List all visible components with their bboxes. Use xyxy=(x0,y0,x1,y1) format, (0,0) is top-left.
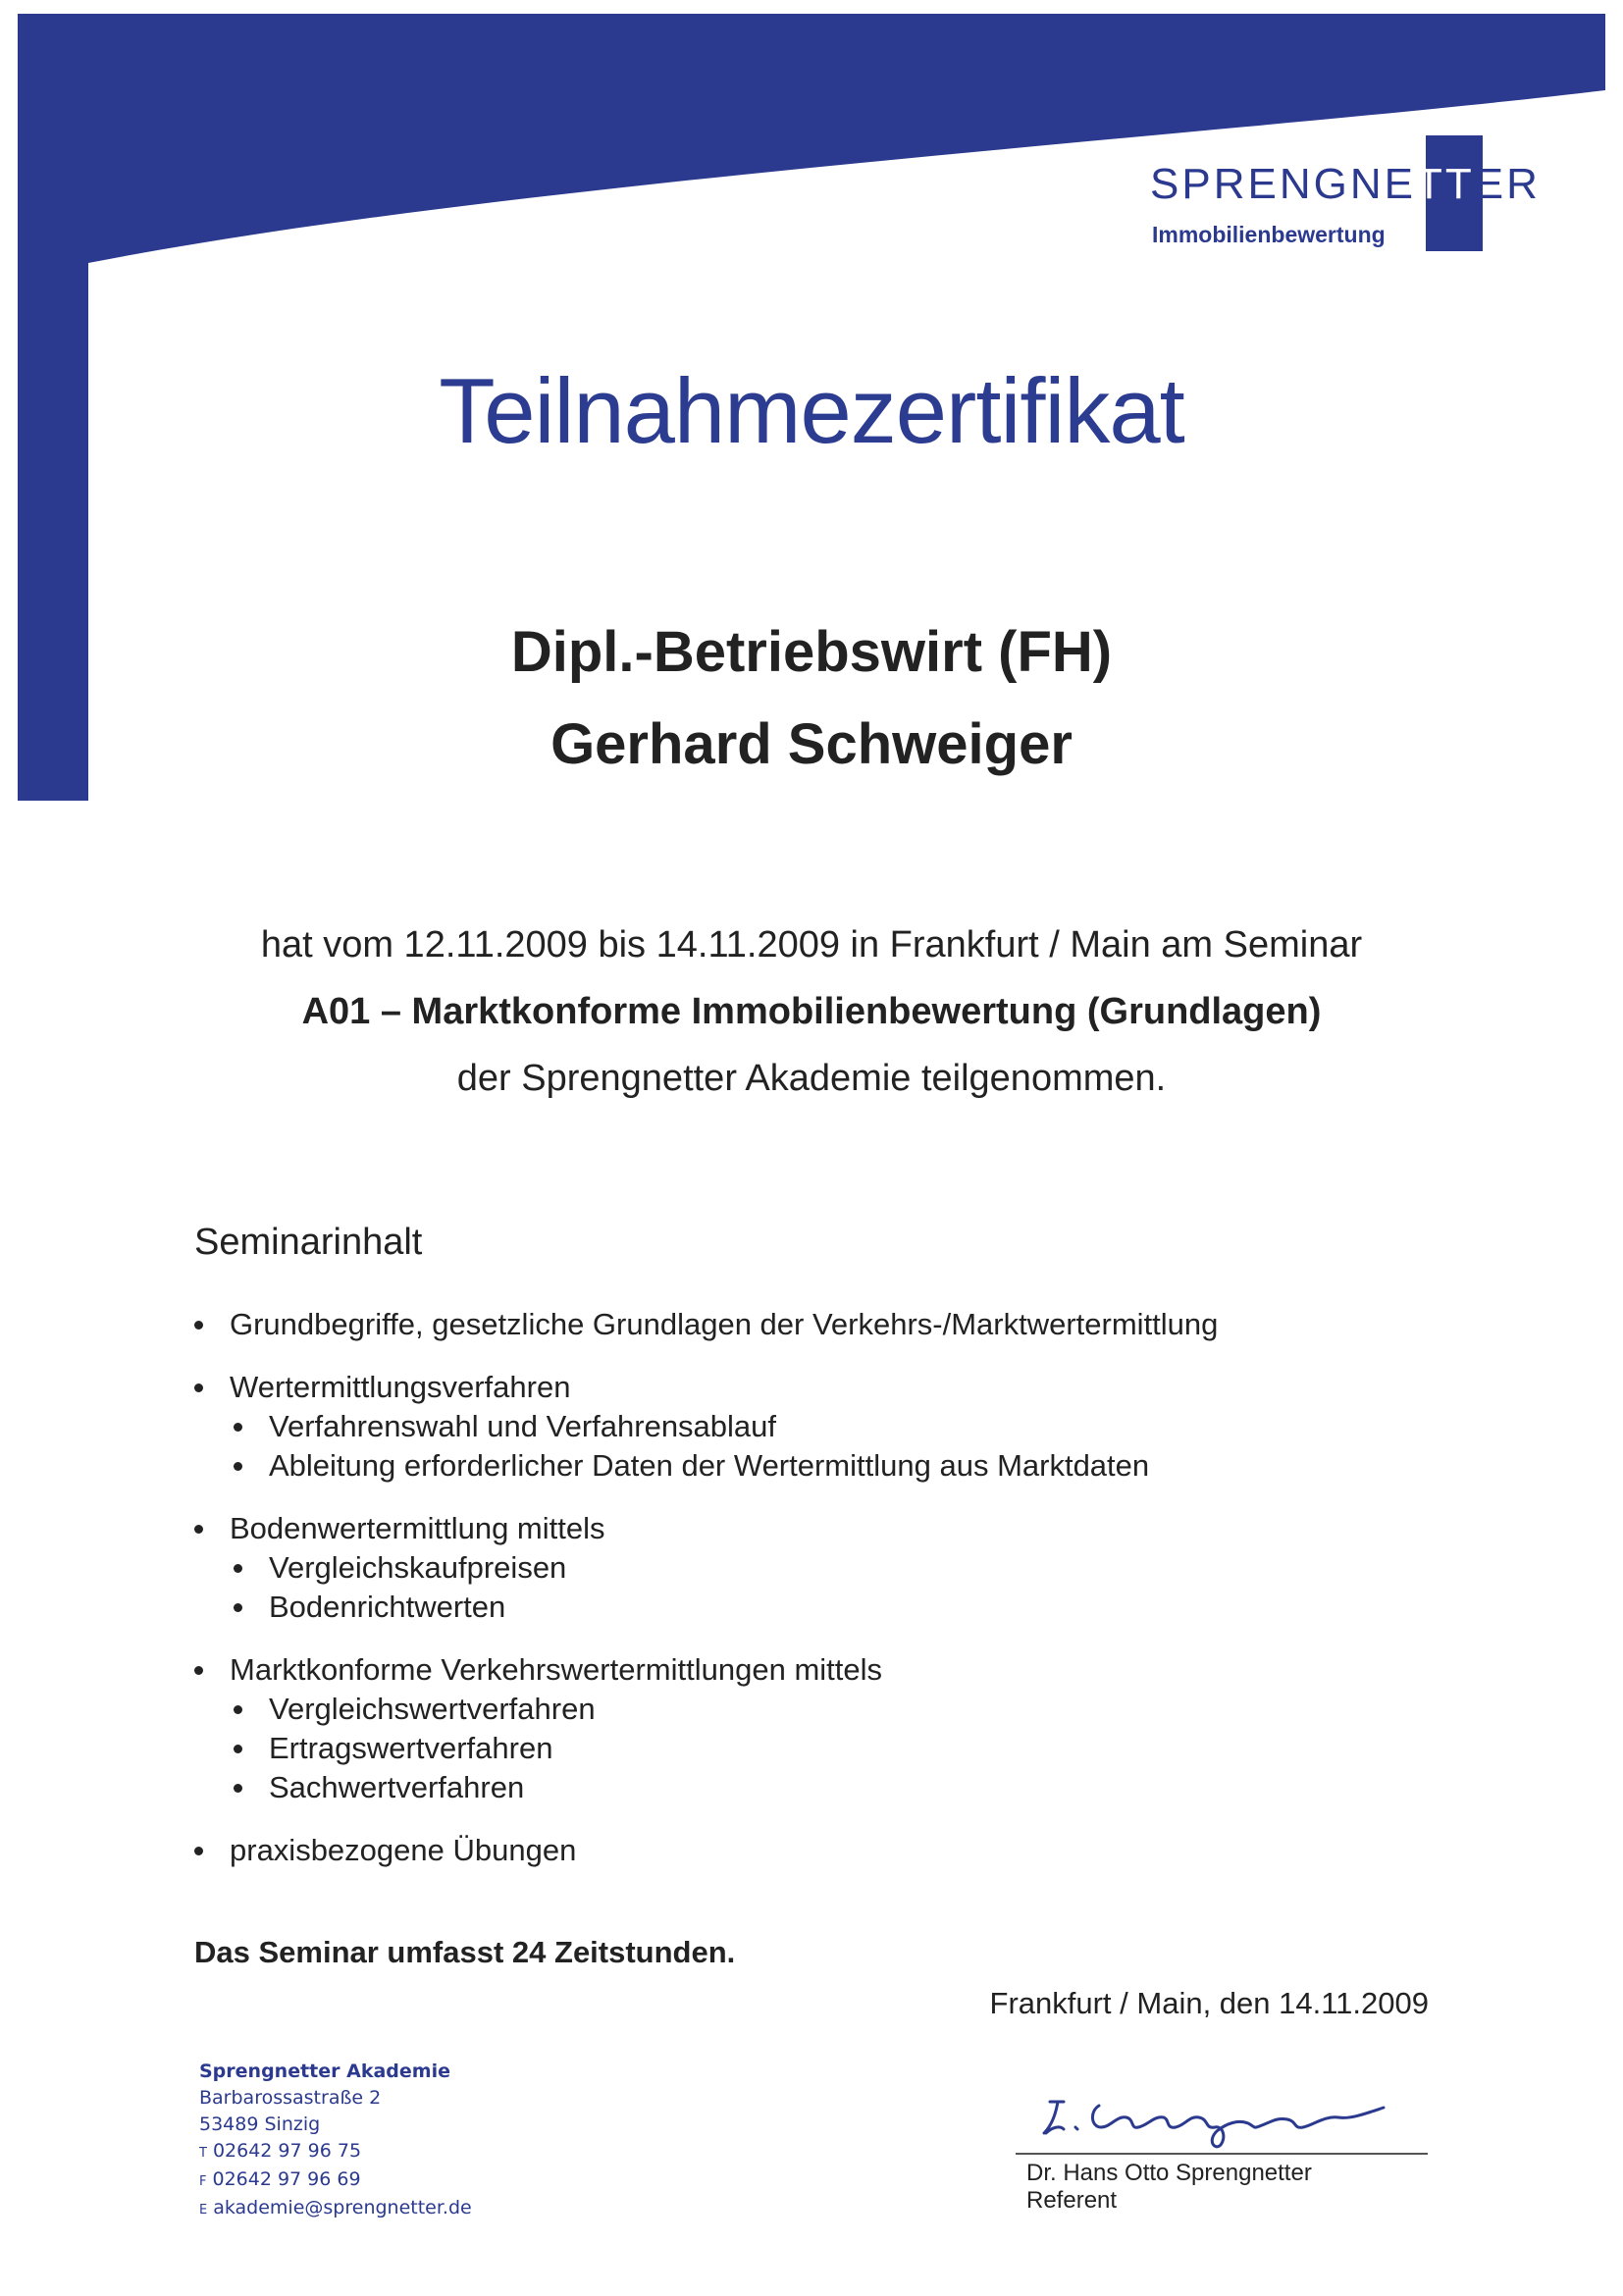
logo-wordmark: SPRENGNETTER xyxy=(1150,160,1541,208)
bullet-icon xyxy=(234,1705,242,1714)
list-item: Bodenwertermittlung mittels Vergleichskaufpreisen Bodenrichtwerten xyxy=(194,1509,1421,1627)
bullet-icon xyxy=(234,1423,242,1432)
logo-subtitle: Immobilienbewertung xyxy=(1152,222,1386,247)
place-date: Frankfurt / Main, den 14.11.2009 xyxy=(989,1986,1429,2020)
bullet-icon xyxy=(234,1564,242,1573)
signer-block xyxy=(1026,2160,1312,2215)
bullet-icon xyxy=(194,1666,203,1675)
bullet-icon xyxy=(234,1462,242,1471)
signer-role: Referent xyxy=(1026,2187,1118,2214)
list-item: Marktkonforme Verkehrswertermittlungen mittels Vergleichswertverfahren Ertragswertverfahren Sachwertverfahren xyxy=(194,1650,1421,1807)
seminar-title: A01 – Marktkonforme Immobilienbewertung (Grundlagen) xyxy=(301,991,1322,1032)
list-item: praxisbezogene Übungen xyxy=(194,1831,1421,1870)
content-heading: Seminarinhalt xyxy=(194,1222,423,1263)
recipient-degree: Dipl.-Betriebswirt (FH) xyxy=(510,620,1113,684)
bullet-icon xyxy=(194,1321,203,1330)
bullet-icon xyxy=(234,1603,242,1612)
bullet-icon xyxy=(234,1745,242,1753)
address-street: Barbarossastraße 2 xyxy=(199,2087,382,2109)
address-phone: T 02642 97 96 75 xyxy=(199,2140,362,2162)
hours-note: Das Seminar umfasst 24 Zeitstunden. xyxy=(194,1935,736,1969)
company-logo xyxy=(1150,135,1543,253)
attendance-text: hat vom 12.11.2009 bis 14.11.2009 in Frankfurt / Main am Seminar xyxy=(260,924,1363,965)
list-item: Wertermittlungsverfahren Verfahrenswahl und Verfahrensablauf Ableitung erforderlicher Daten der Wertermittlung aus Marktdaten xyxy=(194,1368,1421,1486)
signer-name: Dr. Hans Otto Sprengnetter xyxy=(1026,2160,1312,2186)
bullet-icon xyxy=(194,1383,203,1392)
bullet-icon xyxy=(234,1784,242,1793)
address-city: 53489 Sinzig xyxy=(199,2113,321,2135)
address-email[interactable]: E akademie@sprengnetter.de xyxy=(199,2197,472,2218)
academy-text: der Sprengnetter Akademie teilgenommen. xyxy=(456,1058,1167,1099)
signature-icon xyxy=(1021,2072,1433,2151)
bullet-icon xyxy=(194,1847,203,1855)
bullet-icon xyxy=(194,1525,203,1534)
list-item: Grundbegriffe, gesetzliche Grundlagen der Verkehrs-/Marktwertermittlung xyxy=(194,1305,1421,1344)
address-fax: F 02642 97 96 69 xyxy=(199,2168,361,2190)
recipient-name: Gerhard Schweiger xyxy=(550,712,1073,776)
certificate-title: Teilnahmezertifikat xyxy=(439,359,1184,462)
academy-address xyxy=(199,2059,472,2223)
signature-line xyxy=(1016,2153,1428,2155)
address-name: Sprengnetter Akademie xyxy=(199,2061,450,2082)
content-list xyxy=(194,1305,1421,1894)
